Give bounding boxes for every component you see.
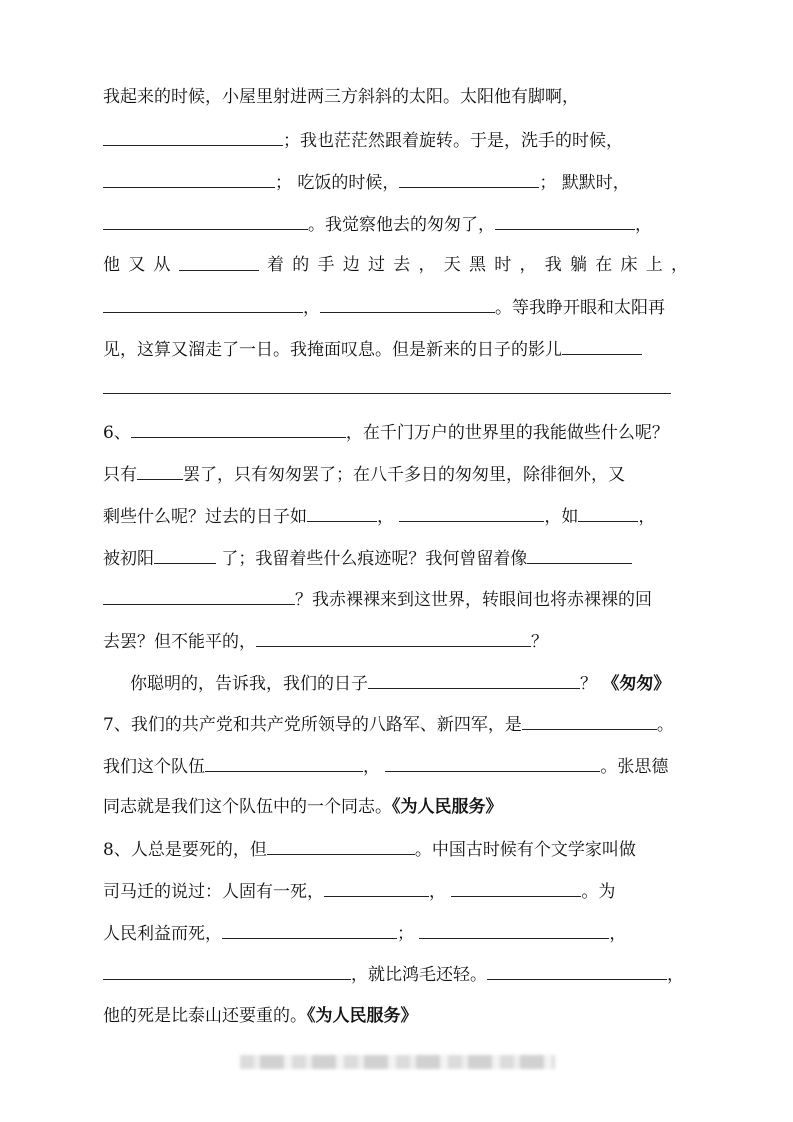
char: 天 [443,255,461,275]
text: 我起来的时候，小屋里射进两三方斜斜的太阳。太阳他有脚啊， [103,87,579,107]
answer-blank[interactable] [205,755,363,772]
text: 只有 [103,465,137,485]
answer-blank[interactable] [179,254,259,271]
char: 黑 [469,255,486,275]
answer-blank[interactable] [103,588,295,605]
char: 去 [393,255,411,275]
text: 见，这算又溜走了一日。我掩面叹息。但是新来的日子的影儿 [103,340,562,360]
text: 。我觉察他去的匆匆了， [308,215,495,235]
char: ， [519,255,537,275]
char: 他 [103,255,120,275]
text: ；我也茫茫然跟着旋转。于是，洗手的时候， [283,131,623,151]
answer-blank[interactable] [419,922,609,939]
answer-blank[interactable] [103,963,351,980]
answer-blank[interactable] [103,213,308,230]
q8-line-2 [103,880,688,903]
passage-line-5 [103,254,688,276]
char: 时 [494,255,512,275]
text: ， [667,965,684,985]
char: 边 [342,255,360,275]
q6-line-1 [103,421,688,444]
q7-line-1 [103,713,688,736]
text: ； [539,173,557,193]
answer-blank[interactable] [451,880,581,897]
answer-blank[interactable] [222,922,397,939]
answer-blank[interactable] [495,213,635,230]
text: 吃饭的时候， [297,173,400,193]
answer-blank[interactable] [399,505,544,522]
text: 。等我睁开眼和太阳再 [495,298,665,318]
q6-line-6 [103,630,688,653]
text: ？ [580,674,597,694]
text: 罢了，只有匆匆罢了；在八千多日的匆匆里，除徘徊外，又 [183,465,625,485]
text: 默默时， [561,173,630,193]
passage-line-2 [103,129,688,152]
answer-blank[interactable] [385,755,600,772]
char: 过 [368,255,385,275]
answer-blank[interactable] [307,505,377,522]
source-title: 《为人民服务》 [307,1006,418,1026]
q6-line-5 [103,588,688,611]
char: 上 [645,255,663,275]
text: 他的死是比泰山还要重的。 [103,1006,307,1026]
q8-line-5 [103,1005,688,1027]
text: 。中国古时候有个文学家叫做 [414,840,636,860]
q7-line-3 [103,796,688,818]
text: 被初阳 [103,549,154,569]
passage-line-3 [103,171,688,194]
char: ， [671,255,688,275]
char: 在 [595,255,613,275]
q8-line-3 [103,922,688,945]
text: ， [429,882,446,902]
passage-line-7 [103,338,688,361]
answer-blank[interactable] [368,672,580,689]
answer-blank[interactable] [267,838,415,855]
source-title: 《为人民服务》 [392,797,503,817]
char: 躺 [570,255,587,275]
text: ， [363,757,380,777]
text: 剩些什么呢？过去的日子如 [103,507,307,527]
char: 的 [292,255,310,275]
text: 了；我留着些什么痕迹呢？我何曾留着像 [216,549,528,569]
text: 司马迁的说过：人固有一死， [103,882,324,902]
answer-blank[interactable] [562,338,642,355]
text: ，如 [544,507,579,527]
text: 。为 [581,882,616,902]
source-title: 《匆匆》 [602,674,671,694]
char: 手 [317,255,335,275]
text: ； [397,924,414,944]
answer-blank[interactable] [103,296,303,313]
answer-blank[interactable] [131,421,346,438]
q6-line-7 [130,672,700,695]
text: 去罢？但不能平的， [103,632,256,652]
answer-blank[interactable] [137,463,183,480]
q8-line-4 [103,963,688,986]
answer-blank[interactable] [324,880,429,897]
answer-blank[interactable] [103,171,275,188]
answer-blank-full-line[interactable] [103,393,671,394]
answer-blank[interactable] [103,129,283,146]
text: 。张思德 [600,757,669,777]
char: 从 [153,255,171,275]
text: ， [638,507,656,527]
q7-line-2 [103,755,688,778]
q6-line-3 [103,505,688,528]
answer-blank[interactable] [578,505,638,522]
answer-blank[interactable] [487,963,667,980]
char: ， [418,255,436,275]
text: 同志就是我们这个队伍中的一个同志。 [103,797,392,817]
passage-line-6 [103,296,688,319]
question-number: 6、 [103,423,131,443]
q6-line-4 [103,547,688,570]
text: 7、我们的共产党和共产党所领导的八路军、新四军，是 [103,715,522,735]
char: 我 [544,255,562,275]
text: ， [303,298,320,318]
char: 又 [128,255,146,275]
text: 8、人总是要死的，但 [103,840,267,860]
text: 。 [656,715,674,735]
answer-blank[interactable] [154,547,216,564]
text: ， [609,924,627,944]
text: 你聪明的，告诉我，我们的日子 [130,674,368,694]
q8-line-1 [103,838,688,861]
text: ，在千门万户的世界里的我能做些什么呢？ [345,423,669,443]
blurred-footer-watermark [240,1055,555,1069]
answer-blank[interactable] [522,713,657,730]
answer-blank[interactable] [527,547,632,564]
q6-line-2 [103,463,688,486]
passage-line-1 [103,86,688,108]
text: ？我赤裸裸来到这世界，转眼间也将赤裸裸的回 [295,590,652,610]
text: ？ [531,632,548,652]
char: 着 [267,255,284,275]
text: 人民利益而死， [103,924,222,944]
passage-line-4 [103,213,688,236]
answer-blank[interactable] [399,171,539,188]
text: ， [635,215,652,235]
text: 我们这个队伍 [103,757,205,777]
text: ； [275,173,292,193]
text: ，就比鸿毛还轻。 [351,965,487,985]
char: 床 [620,255,638,275]
answer-blank[interactable] [256,630,531,647]
text: ， [377,507,394,527]
answer-blank[interactable] [320,296,495,313]
